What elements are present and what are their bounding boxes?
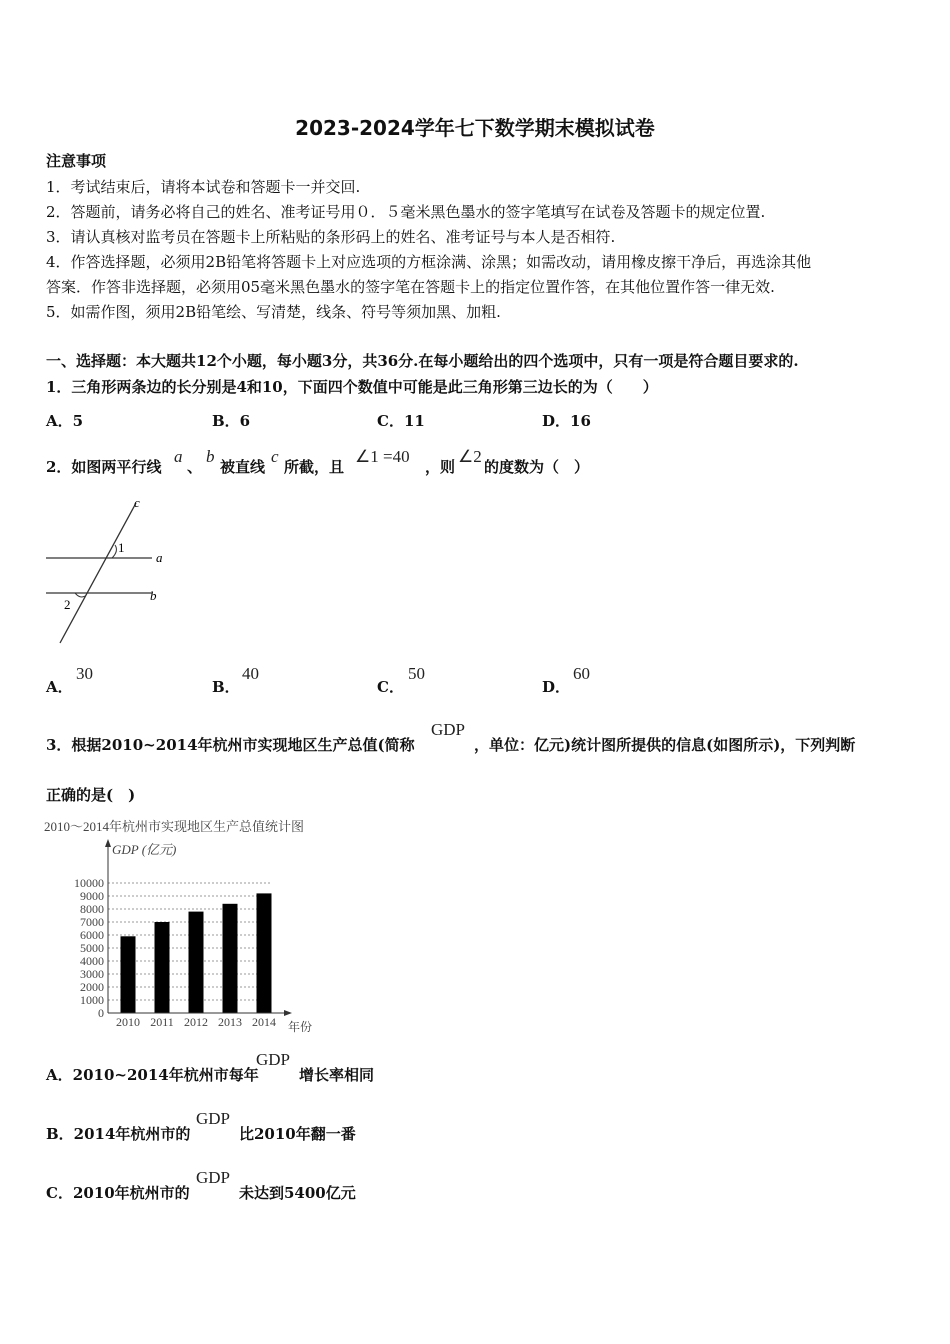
q2-angle2: ∠2 — [458, 447, 482, 466]
y-tick-label: 9000 — [80, 889, 104, 903]
x-axis-arrow — [284, 1010, 292, 1016]
label-angle2: 2 — [64, 597, 71, 612]
q2-option-c-value: 50 — [408, 664, 425, 683]
q3-option-b-post: 比2010年翻一番 — [239, 1125, 356, 1143]
x-tick-label: 2011 — [150, 1015, 174, 1029]
bar-2011 — [155, 922, 170, 1013]
notice-item: 答案．作答非选择题，必须用05毫米黑色墨水的签字笔在答题卡上的指定位置作答，在其他位置作答一律无效. — [46, 278, 775, 296]
label-b: b — [150, 588, 157, 603]
q2-option-d-value: 60 — [573, 664, 590, 683]
q3-gdp: GDP — [431, 720, 466, 739]
bar-2014 — [257, 893, 272, 1013]
label-a: a — [156, 550, 163, 565]
y-tick-label: 2000 — [80, 980, 104, 994]
q2-parallel-lines-figure — [40, 493, 180, 648]
notice-item: 1．考试结束后，请将本试卷和答题卡一并交回. — [46, 178, 361, 196]
q2-option-b-value: 40 — [242, 664, 259, 683]
y-tick-label: 10000 — [74, 876, 104, 890]
q3-option-c-pre: C．2010年杭州市的 — [46, 1184, 190, 1202]
label-angle1: 1 — [118, 540, 125, 555]
q2-sep: 、 — [187, 458, 203, 476]
y-axis-arrow — [105, 839, 111, 847]
q1-option-d: D．16 — [542, 412, 591, 430]
y-tick-label: 3000 — [80, 967, 104, 981]
q2-stem-part3: 所截，且 — [284, 458, 345, 476]
q2-option-a-value: 30 — [76, 664, 93, 683]
q2-option-b: B． — [212, 678, 240, 696]
y-tick-label: 4000 — [80, 954, 104, 968]
y-tick-label: 6000 — [80, 928, 104, 942]
q2-option-d: D． — [542, 678, 571, 696]
q3-option-c-gdp: GDP — [196, 1168, 231, 1187]
q2-var-b: b — [206, 447, 215, 466]
q3-option-b-gdp: GDP — [196, 1109, 231, 1128]
gdp-bar-chart — [40, 815, 360, 1040]
q3-option-b-pre: B．2014年杭州市的 — [46, 1125, 191, 1143]
q3-option-a-post: 增长率相同 — [299, 1066, 375, 1084]
chart-ylabel: GDP (亿元) — [112, 842, 177, 857]
chart-title: 2010～2014年杭州市实现地区生产总值统计图 — [44, 819, 305, 834]
q2-stem-part1: 2．如图两平行线 — [46, 458, 162, 476]
notice-item: 4．作答选择题，必须用2B铅笔将答题卡上对应选项的方框涂满、涂黑；如需改动，请用橡皮擦干净后，再选涂其他 — [46, 253, 812, 271]
q2-stem-part5: 的度数为（ ） — [484, 458, 590, 476]
q3-option-c-post: 未达到5400亿元 — [239, 1184, 356, 1202]
q2-stem-part4: ，则 — [425, 458, 456, 476]
q1-option-a: A．5 — [46, 412, 84, 430]
q2-stem-part2: 被直线 — [220, 458, 266, 476]
x-tick-label: 2012 — [184, 1015, 208, 1029]
bar-2012 — [189, 912, 204, 1013]
y-tick-label: 7000 — [80, 915, 104, 929]
q3-option-a-pre: A．2010~2014年杭州市每年 — [46, 1066, 259, 1084]
bar-2010 — [121, 936, 136, 1013]
q3-stem-line2: 正确的是( ) — [46, 786, 136, 804]
y-tick-label: 0 — [98, 1006, 104, 1020]
label-c: c — [134, 495, 140, 510]
x-tick-label: 2010 — [116, 1015, 140, 1029]
notice-item: 2．答题前，请务必将自己的姓名、准考证号用０．５毫米黑色墨水的签字笔填写在试卷及答题卡的规定位置. — [46, 203, 766, 221]
y-tick-label: 5000 — [80, 941, 104, 955]
page-title: 2023-2024学年七下数学期末模拟试卷 — [295, 116, 655, 140]
q2-angle1: ∠1 =40 — [355, 447, 410, 466]
bar-2013 — [223, 904, 238, 1013]
x-tick-label: 2014 — [252, 1015, 276, 1029]
q2-var-c: c — [271, 447, 279, 466]
notice-item: 5．如需作图，须用2B铅笔绘、写清楚，线条、符号等须加黑、加粗. — [46, 303, 501, 321]
line-c — [60, 503, 136, 643]
chart-xlabel: 年份 — [288, 1020, 313, 1034]
y-tick-label: 1000 — [80, 993, 104, 1007]
y-tick-label: 8000 — [80, 902, 104, 916]
notice-item: 3．请认真核对监考员在答题卡上所粘贴的条形码上的姓名、准考证号与本人是否相符. — [46, 228, 616, 246]
q2-option-c: C． — [377, 678, 404, 696]
q2-option-a: A． — [46, 678, 73, 696]
x-tick-label: 2013 — [218, 1015, 242, 1029]
q1-option-c: C．11 — [377, 412, 425, 430]
q3-option-a-gdp: GDP — [256, 1050, 291, 1069]
q2-var-a: a — [174, 447, 183, 466]
q1-stem: 1．三角形两条边的长分别是4和10，下面四个数值中可能是此三角形第三边长的为（ ） — [46, 378, 658, 396]
q3-stem-part2: ，单位：亿元)统计图所提供的信息(如图所示)，下列判断 — [474, 736, 856, 754]
notice-heading: 注意事项 — [46, 152, 107, 170]
section-heading: 一、选择题：本大题共12个小题，每小题3分，共36分.在每小题给出的四个选项中，只有一项是符合题目要求的. — [46, 352, 799, 370]
q1-option-b: B．6 — [212, 412, 251, 430]
q3-stem-part1: 3．根据2010~2014年杭州市实现地区生产总值(简称 — [46, 736, 415, 754]
